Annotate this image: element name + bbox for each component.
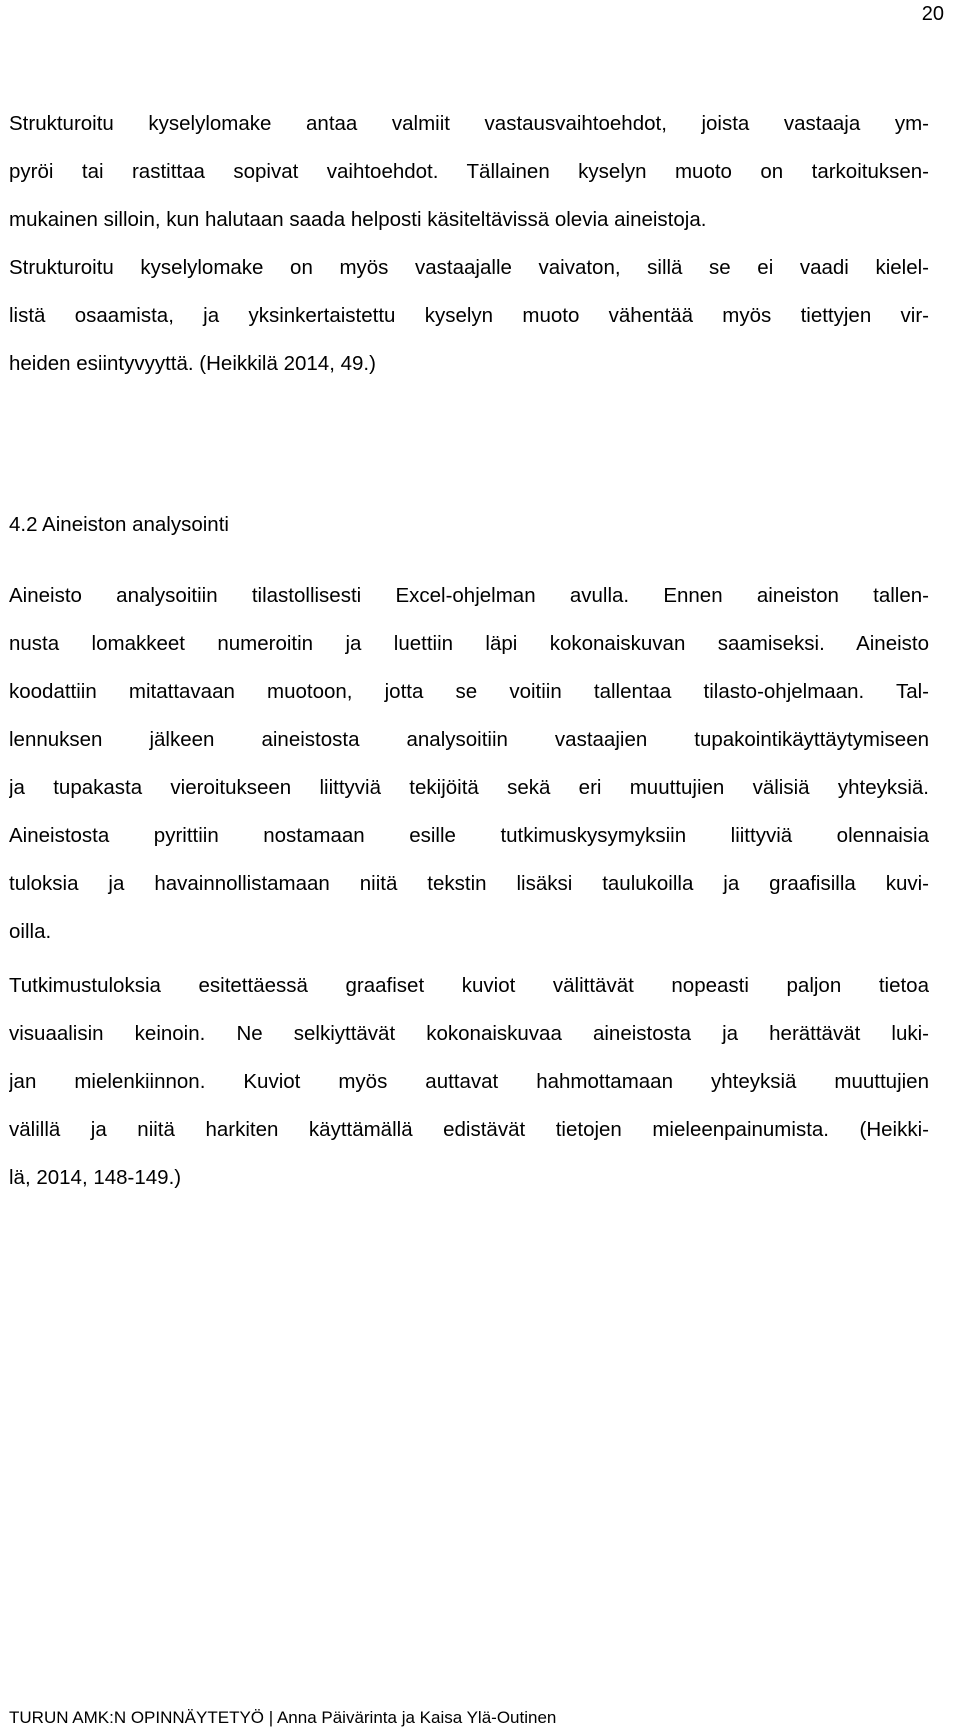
text-line: Aineistosta pyrittiin nostamaan esille tutkimuskysymyksiin liittyviä olennaisia bbox=[9, 824, 929, 847]
page-footer: TURUN AMK:N OPINNÄYTETYÖ | Anna Päivärinta ja Kaisa Ylä-Outinen bbox=[9, 1708, 557, 1727]
text-line: mukainen silloin, kun halutaan saada helposti käsiteltävissä olevia aineistoja. bbox=[9, 208, 707, 231]
heading-text: 4.2 Aineiston analysointi bbox=[9, 513, 229, 536]
text-line: lä, 2014, 148-149.) bbox=[9, 1166, 182, 1189]
page-number: 20 bbox=[921, 3, 944, 25]
text-line: Strukturoitu kyselylomake on myös vastaajalle vaivaton, sillä se ei vaadi kielel- bbox=[9, 256, 929, 279]
text-line: pyröi tai rastittaa sopivat vaihtoehdot. Tällainen kyselyn muoto on tarkoituksen- bbox=[9, 160, 929, 183]
text-line: Strukturoitu kyselylomake antaa valmiit vastausvaihtoehdot, joista vastaaja ym- bbox=[9, 112, 929, 135]
paragraph-questionnaire bbox=[9, 100, 929, 388]
text-line: heiden esiintyvyyttä. (Heikkilä 2014, 49.) bbox=[9, 352, 376, 375]
text-line: Aineisto analysoitiin tilastollisesti Excel-ohjelman avulla. Ennen aineiston tallen- bbox=[9, 584, 929, 607]
text-line: ja tupakasta vieroitukseen liittyviä tekijöitä sekä eri muuttujien välisiä yhteyksiä. bbox=[9, 776, 929, 799]
text-line: listä osaamista, ja yksinkertaistettu kyselyn muoto vähentää myös tiettyjen vir- bbox=[9, 304, 929, 327]
text-line: koodattiin mitattavaan muotoon, jotta se voitiin tallentaa tilasto-ohjelmaan. Tal- bbox=[9, 680, 929, 703]
text-line: Tutkimustuloksia esitettäessä graafiset kuviot välittävät nopeasti paljon tietoa bbox=[9, 974, 929, 997]
text-line: nusta lomakkeet numeroitin ja luettiin läpi kokonaiskuvan saamiseksi. Aineisto bbox=[9, 632, 929, 655]
text-line: jan mielenkiinnon. Kuviot myös auttavat hahmottamaan yhteyksiä muuttujien bbox=[9, 1070, 929, 1093]
text-line: välillä ja niitä harkiten käyttämällä edistävät tietojen mieleenpainumista. (Heikki- bbox=[9, 1118, 929, 1141]
text-line: lennuksen jälkeen aineistosta analysoitiin vastaajien tupakointikäyttäytymiseen bbox=[9, 728, 929, 751]
text-line: tuloksia ja havainnollistamaan niitä tekstin lisäksi taulukoilla ja graafisilla kuvi- bbox=[9, 872, 929, 895]
text-line: visuaalisin keinoin. Ne selkiyttävät kokonaiskuvaa aineistosta ja herättävät luki- bbox=[9, 1022, 929, 1045]
paragraph-figures bbox=[9, 962, 929, 1202]
text-line: oilla. bbox=[9, 920, 52, 943]
paragraph-analysis bbox=[9, 572, 929, 956]
section-heading bbox=[9, 501, 929, 549]
